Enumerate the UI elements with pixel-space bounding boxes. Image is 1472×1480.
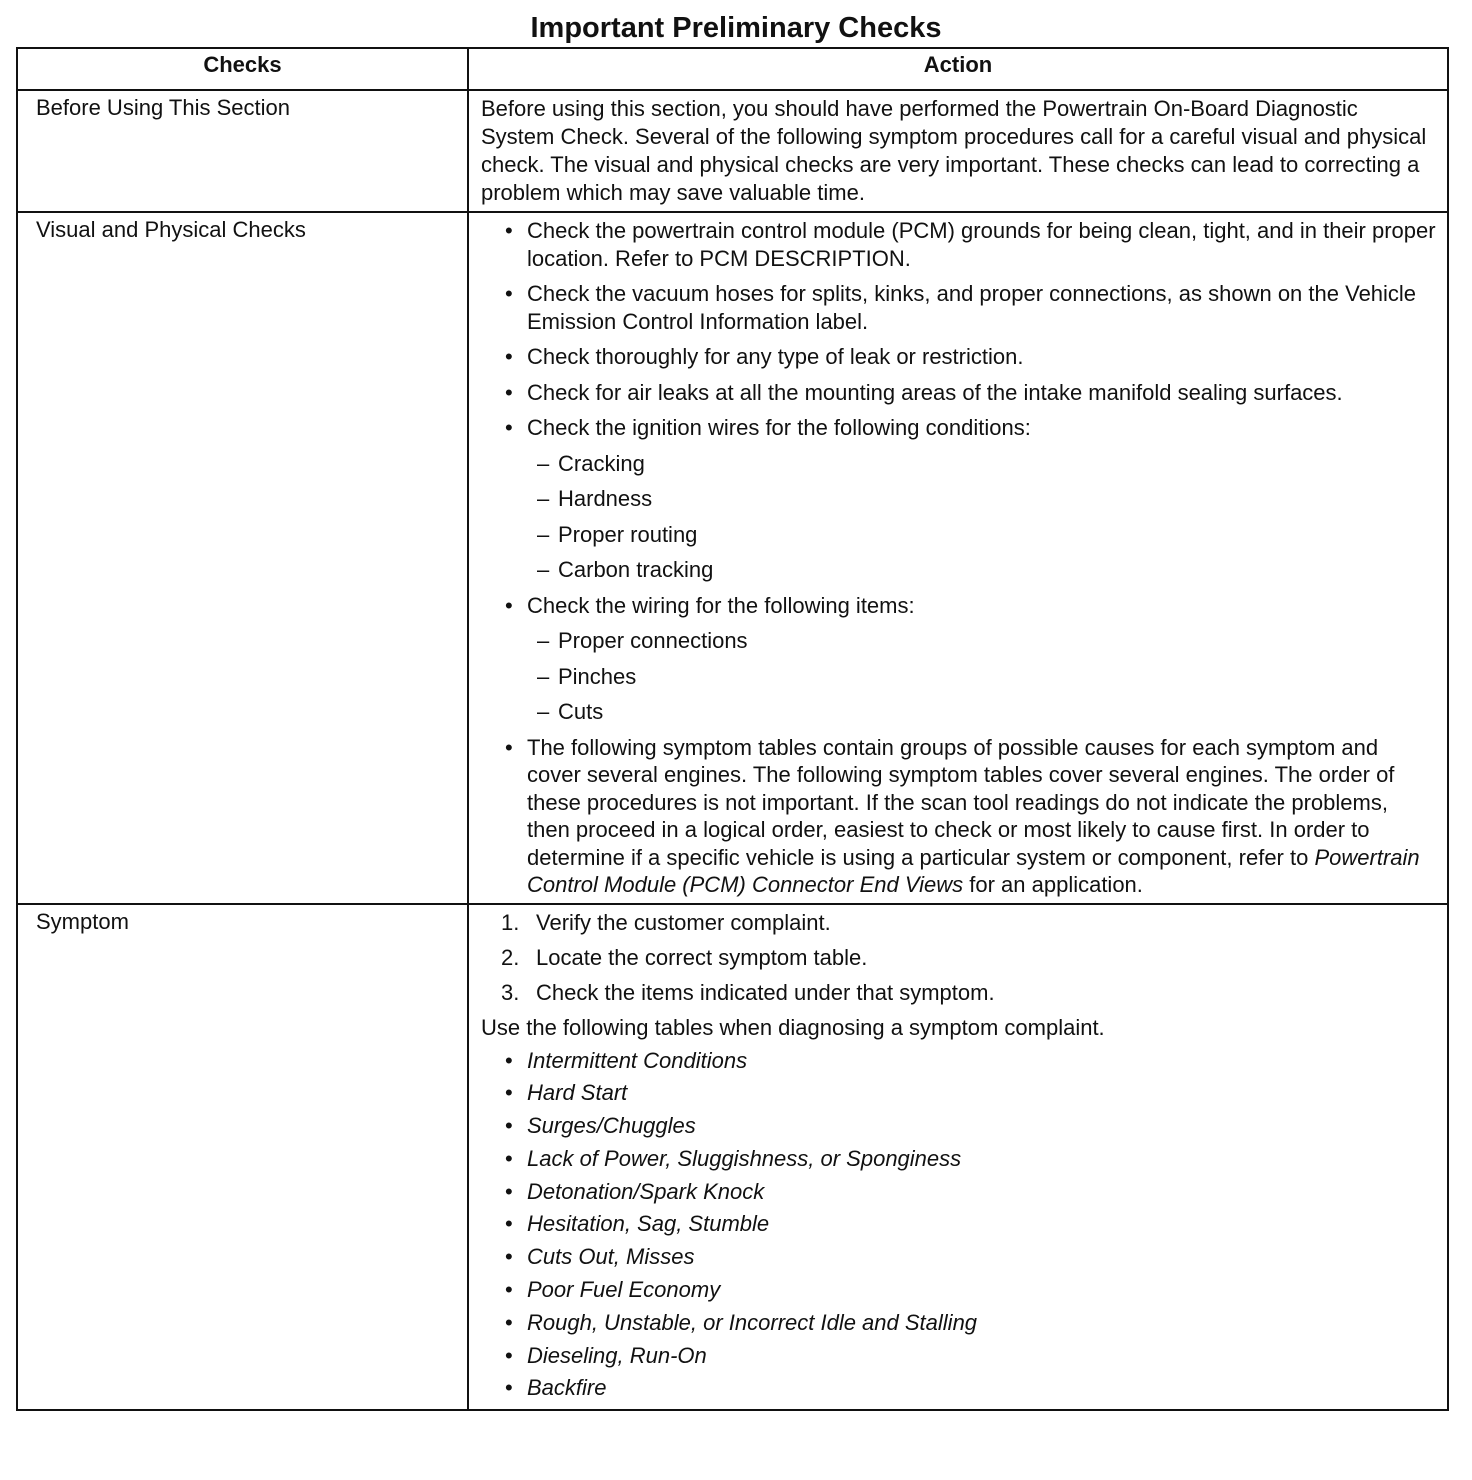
list-item: • Check the vacuum hoses for splits, kinks, and proper connections, as shown on the Vehicle Emission Control Information label. <box>481 280 1436 335</box>
list-item: • Check the wiring for the following items: – Proper connections – Pinches – Cuts <box>481 592 1436 726</box>
symptom-tables-intro: Use the following tables when diagnosing a symptom complaint. <box>481 1014 1105 1040</box>
list-item: • Lack of Power, Sluggishness, or Sponginess <box>481 1143 1436 1176</box>
page-title: Important Preliminary Checks <box>530 12 942 44</box>
row-action-symptom <box>468 904 1448 1411</box>
list-item: • Detonation/Spark Knock <box>481 1176 1436 1209</box>
list-item: – Carbon tracking <box>527 556 1436 584</box>
column-header-action: Action <box>468 48 1448 90</box>
visual-checks-list <box>481 217 1436 899</box>
list-item: • Intermittent Conditions <box>481 1045 1436 1078</box>
before-using-paragraph: Before using this section, you should have performed the Powertrain On-Board Diagnostic System Check. Several of the following symptom procedures call for a careful visual and physical check. The visual and physical checks are very important. These checks can lead to correcting a problem which may save valuable time. <box>481 96 1427 205</box>
list-item: • Check the powertrain control module (PCM) grounds for being clean, tight, and in their proper location. Refer to PCM DESCRIPTION. <box>481 217 1436 272</box>
list-item: • Check the ignition wires for the following conditions: – Cracking – Hardness – Proper routing – Carbon tracking <box>481 414 1436 584</box>
wiring-items-list <box>527 627 1436 726</box>
list-item: • Hesitation, Sag, Stumble <box>481 1208 1436 1241</box>
list-item: • The following symptom tables contain groups of possible causes for each symptom and cover several engines. The following symptom tables cover several engines. The order of these procedures is not important. If the scan tool readings do not indicate the problems, then proceed in a logical order, easiest to check or most likely to cause first. In order to determine if a specific vehicle is using a particular system or component, refer to Powertrain Control Module (PCM) Connector End Views for an application. <box>481 734 1436 899</box>
list-item: • Rough, Unstable, or Incorrect Idle and Stalling <box>481 1307 1436 1340</box>
list-item: • Cuts Out, Misses <box>481 1241 1436 1274</box>
list-item: • Check for air leaks at all the mounting areas of the intake manifold sealing surfaces. <box>481 379 1436 407</box>
table-row-visual-physical <box>17 212 1448 904</box>
row-action-visual-physical <box>468 212 1448 904</box>
list-item: 1. Verify the customer complaint. <box>501 909 831 935</box>
preliminary-checks-table <box>16 47 1449 1411</box>
ignition-conditions-list <box>527 450 1436 584</box>
row-label-before-using: Before Using This Section <box>17 90 468 212</box>
symptom-steps-list <box>481 909 1436 1007</box>
list-item: – Cracking <box>527 450 1436 478</box>
row-label-symptom: Symptom <box>17 904 468 1411</box>
list-item: • Hard Start <box>481 1077 1436 1110</box>
list-item: • Check thoroughly for any type of leak or restriction. <box>481 343 1436 371</box>
row-action-before-using <box>468 90 1448 212</box>
header-row <box>17 48 1448 90</box>
symptom-tables-list <box>481 1045 1436 1406</box>
list-item: • Backfire <box>481 1372 1436 1405</box>
column-header-checks: Checks <box>17 48 468 90</box>
list-item: • Surges/Chuggles <box>481 1110 1436 1143</box>
row-label-visual-physical: Visual and Physical Checks <box>17 212 468 904</box>
list-item: – Cuts <box>527 698 1436 726</box>
pcm-connector-end-views-reference: Powertrain Control Module (PCM) Connector End Views <box>527 844 1420 897</box>
list-item: 2. Locate the correct symptom table. <box>501 944 868 970</box>
list-item: – Hardness <box>527 485 1436 513</box>
list-item: – Proper routing <box>527 521 1436 549</box>
table-row-before-using <box>17 90 1448 212</box>
list-item: – Pinches <box>527 663 1436 691</box>
list-item: • Dieseling, Run-On <box>481 1340 1436 1373</box>
list-item: – Proper connections <box>527 627 1436 655</box>
table-row-symptom <box>17 904 1448 1411</box>
list-item: 3. Check the items indicated under that symptom. <box>501 979 995 1005</box>
list-item: • Poor Fuel Economy <box>481 1274 1436 1307</box>
